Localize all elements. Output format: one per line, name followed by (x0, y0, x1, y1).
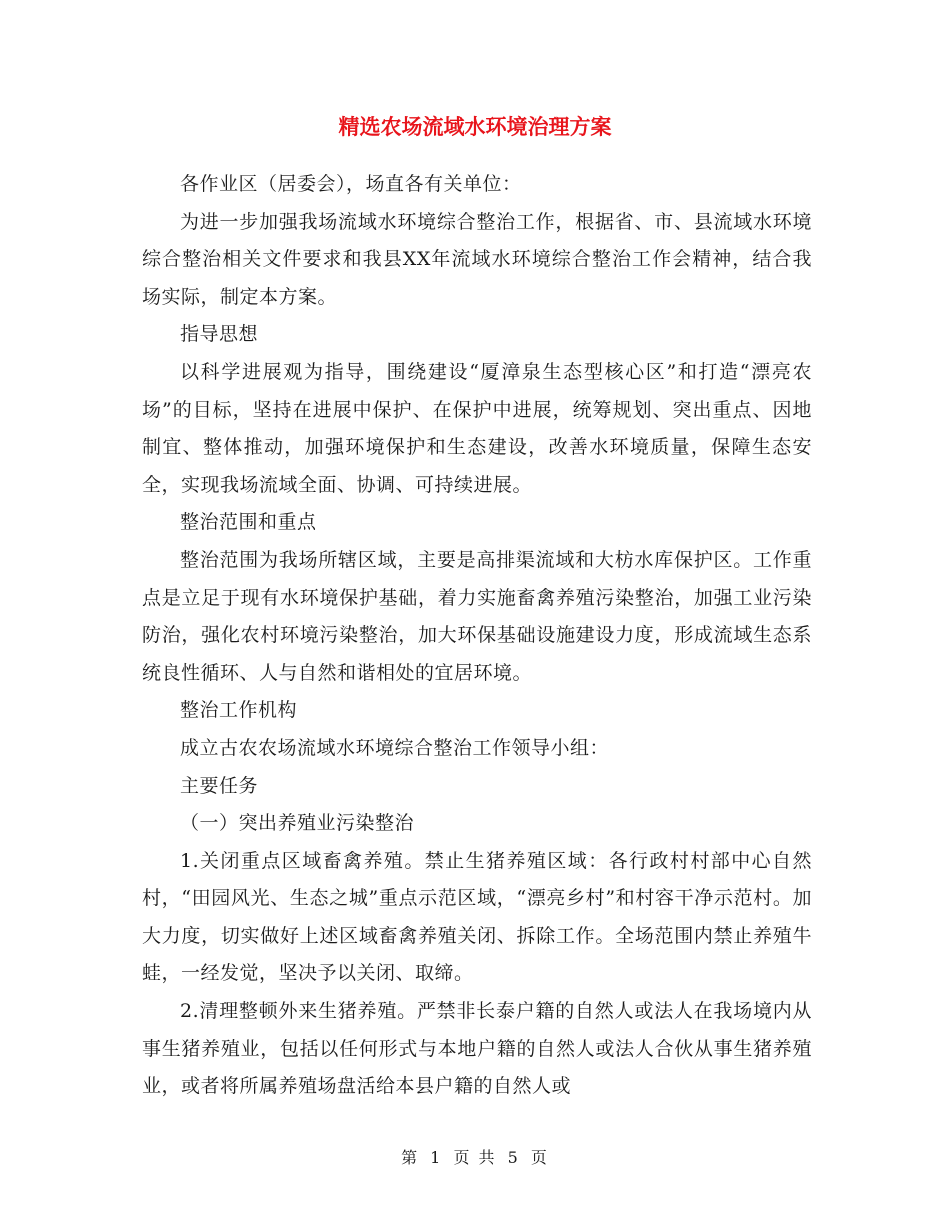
paragraph-organization: 成立古农农场流域水环境综合整治工作领导小组： (180, 736, 610, 759)
total-pages-number: 5 (507, 1148, 520, 1167)
page-label-prefix: 第 (401, 1148, 420, 1167)
heading-organization: 整治工作机构 (180, 699, 298, 722)
page-label-suffix: 页 (530, 1148, 549, 1167)
current-page-number: 1 (430, 1148, 443, 1167)
document-title: 精选农场流域水环境治理方案 (338, 114, 612, 139)
subheading-livestock-pollution: （一）突出养殖业污染整治 (180, 812, 415, 835)
paragraph-task-2: 2.清理整顿外来生猪养殖。严禁非长泰户籍的自然人或法人在我场境内从事生猪养殖业，包括以任何形式与本地户籍的自然人或法人合伙从事生猪养殖业，或者将所属养殖场盘活给本县户籍的自然人或 (142, 1000, 812, 1098)
heading-scope-and-focus: 整治范围和重点 (180, 511, 317, 534)
paragraph-intro: 为进一步加强我场流域水环境综合整治工作，根据省、市、县流域水环境综合整治相关文件要求和我县XX年流域水环境综合整治工作会精神，结合我场实际，制定本方案。 (142, 210, 812, 308)
page-footer (0, 1146, 950, 1170)
page-label-mid: 页 共 (453, 1148, 497, 1167)
heading-guiding-ideology: 指导思想 (180, 323, 259, 346)
paragraph-guiding-ideology: 以科学进展观为指导，围绕建设“厦漳泉生态型核心区”和打造“漂亮农场”的目标，坚持在进展中保护、在保护中进展，统筹规划、突出重点、因地制宜、整体推动，加强环境保护和生态建设，改善水环境质量，保障生态安全，实现我场流域全面、协调、可持续进展。 (142, 360, 812, 496)
paragraph-task-1: 1.关闭重点区域畜禽养殖。禁止生猪养殖区域：各行政村村部中心自然村，“田园风光、生态之城”重点示范区域，“漂亮乡村”和村容干净示范村。加大力度，切实做好上述区域畜禽养殖关闭、拆除工作。全场范围内禁止养殖牛蛙，一经发觉，坚决予以关闭、取缔。 (142, 849, 812, 985)
document-body (142, 166, 812, 1106)
heading-main-tasks: 主要任务 (180, 774, 259, 797)
paragraph-scope-and-focus: 整治范围为我场所辖区域，主要是高排渠流域和大枋水库保护区。工作重点是立足于现有水环境保护基础，着力实施畜禽养殖污染整治，加强工业污染防治，强化农村环境污染整治，加大环保基础设施建设力度，形成流域生态系统良性循环、人与自然和谐相处的宜居环境。 (142, 548, 812, 684)
paragraph-salutation: 各作业区（居委会），场直各有关单位： (180, 173, 522, 195)
